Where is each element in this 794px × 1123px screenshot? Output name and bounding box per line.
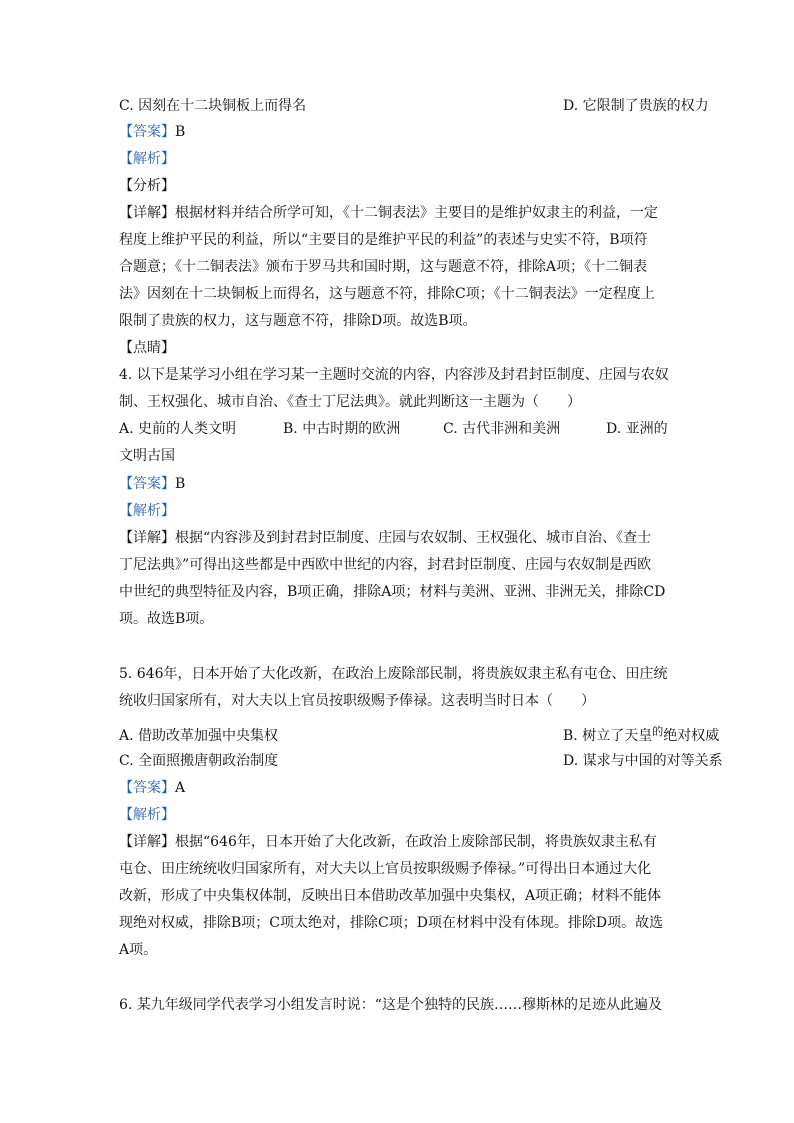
q4-option-a: A. 史前的人类文明: [119, 421, 237, 437]
q5-answer-line: [119, 778, 185, 798]
q3-option-d: D. 它限制了贵族的权力: [563, 98, 709, 114]
q5-option-d: D. 谋求与中国的对等关系: [563, 753, 723, 769]
detail-tag: 【详解】: [119, 205, 175, 221]
q5-option-c: C. 全面照搬唐朝政治制度: [119, 753, 279, 769]
q4-detail-line-3: 中世纪的典型特征及内容，B项正确，排除A项；材料与美洲、亚洲、非洲无关，排除CD: [119, 584, 666, 600]
q4-detail-line-4: 项。故选B项。: [119, 611, 214, 627]
q4-options-row: [119, 419, 668, 439]
q5-detail-line-1: [119, 832, 657, 852]
q5-option-b-text: B. 树立了天皇: [563, 728, 653, 744]
q4-detail-text: 根据“内容涉及到封君封臣制度、庄园与农奴制、王权强化、城市自治、《查士: [175, 530, 652, 546]
q3-detail-line-2: 程度上维护平民的利益，所以“主要目的是维护平民的利益”的表述与史实不符，B项符: [119, 232, 648, 248]
q4-answer-line: [119, 474, 185, 494]
q3-analysis-tag: 【解析】: [119, 151, 175, 167]
q5-detail-line-5: A项。: [119, 942, 158, 958]
q4-stem-line-1: 4. 以下是某学习小组在学习某一主题时交流的内容，内容涉及封君封臣制度、庄园与农奴: [119, 367, 669, 383]
q5-detail-line-3: 改新，形成了中央集权体制，反映出日本借助改革加强中央集权，A项正确；材料不能体: [119, 888, 662, 904]
q4-option-d: D. 亚洲的: [606, 421, 668, 437]
q3-options-row: [119, 96, 709, 116]
q5-analysis-tag: 【解析】: [119, 807, 175, 823]
q3-fenxi-tag: 【分析】: [119, 178, 175, 194]
q5-detail-line-2: 屯仓、田庄统统收归国家所有，对大夫以上官员按职级赐予俸禄。”可得出日本通过大化: [119, 861, 652, 877]
answer-tag: 【答案】: [119, 476, 175, 492]
q4-option-b: B. 中古时期的欧洲: [283, 421, 401, 437]
q5-option-b-sup: 的: [652, 725, 664, 738]
q5-stem-line-1: 5. 646年，日本开始了大化改新，在政治上废除部民制，将贵族奴隶主私有屯仓、田庄统: [119, 666, 668, 682]
q4-detail-line-1: [119, 528, 651, 548]
q3-answer-line: [119, 122, 185, 142]
q5-options-row-2: [119, 751, 723, 771]
detail-tag: 【详解】: [119, 530, 175, 546]
q5-option-b-text-2: 绝对权威: [663, 728, 720, 744]
q5-answer: A: [175, 780, 186, 796]
q4-detail-line-2: 丁尼法典》”可得出这些都是中西欧中世纪的内容，封君封臣制度、庄园与农奴制是西欧: [119, 557, 652, 573]
q5-stem-line-2: 统收归国家所有，对大夫以上官员按职级赐予俸禄。这表明当时日本（ ）: [119, 693, 595, 709]
answer-tag: 【答案】: [119, 780, 175, 796]
q4-option-d-cont: 文明古国: [119, 448, 175, 464]
q4-option-c: C. 古代非洲和美洲: [443, 421, 561, 437]
q3-answer: B: [175, 124, 186, 140]
q3-detail-line-4: 法》因刻在十二块铜板上而得名，这与题意不符，排除C项；《十二铜表法》一定程度上: [119, 286, 655, 302]
q5-detail-line-4: 现绝对权威，排除B项；C项太绝对，排除C项；D项在材料中没有体现。排除D项。故选: [119, 915, 664, 931]
q3-detail-line-5: 限制了贵族的权力，这与题意不符，排除D项。故选B项。: [119, 313, 477, 329]
q3-detail-line-3: 合题意；《十二铜表法》颁布于罗马共和国时期，这与题意不符，排除A项；《十二铜表: [119, 259, 648, 275]
q5-detail-text: 根据“646年，日本开始了大化改新，在政治上废除部民制，将贵族奴隶主私有: [175, 834, 657, 850]
q5-option-a: A. 借助改革加强中央集权: [119, 728, 279, 744]
detail-tag: 【详解】: [119, 834, 175, 850]
q4-stem-line-2: 制、王权强化、城市自治、《查士丁尼法典》。就此判断这一主题为（ ）: [119, 394, 581, 410]
q4-answer: B: [175, 476, 186, 492]
q3-detail-line-1: [119, 203, 658, 223]
answer-tag: 【答案】: [119, 124, 175, 140]
q5-options-row-1: [119, 725, 720, 746]
q5-option-b: [563, 726, 719, 747]
q3-dianjing-tag: 【点睛】: [119, 340, 175, 356]
q3-detail-text: 根据材料并结合所学可知，《十二铜表法》主要目的是维护奴隶主的利益，一定: [175, 205, 658, 221]
q4-analysis-tag: 【解析】: [119, 503, 175, 519]
q6-stem-line-1: 6. 某九年级同学代表学习小组发言时说：“这是个独特的民族……穆斯林的足迹从此遍及: [119, 997, 662, 1013]
q3-option-c: C. 因刻在十二块铜板上而得名: [119, 98, 307, 114]
